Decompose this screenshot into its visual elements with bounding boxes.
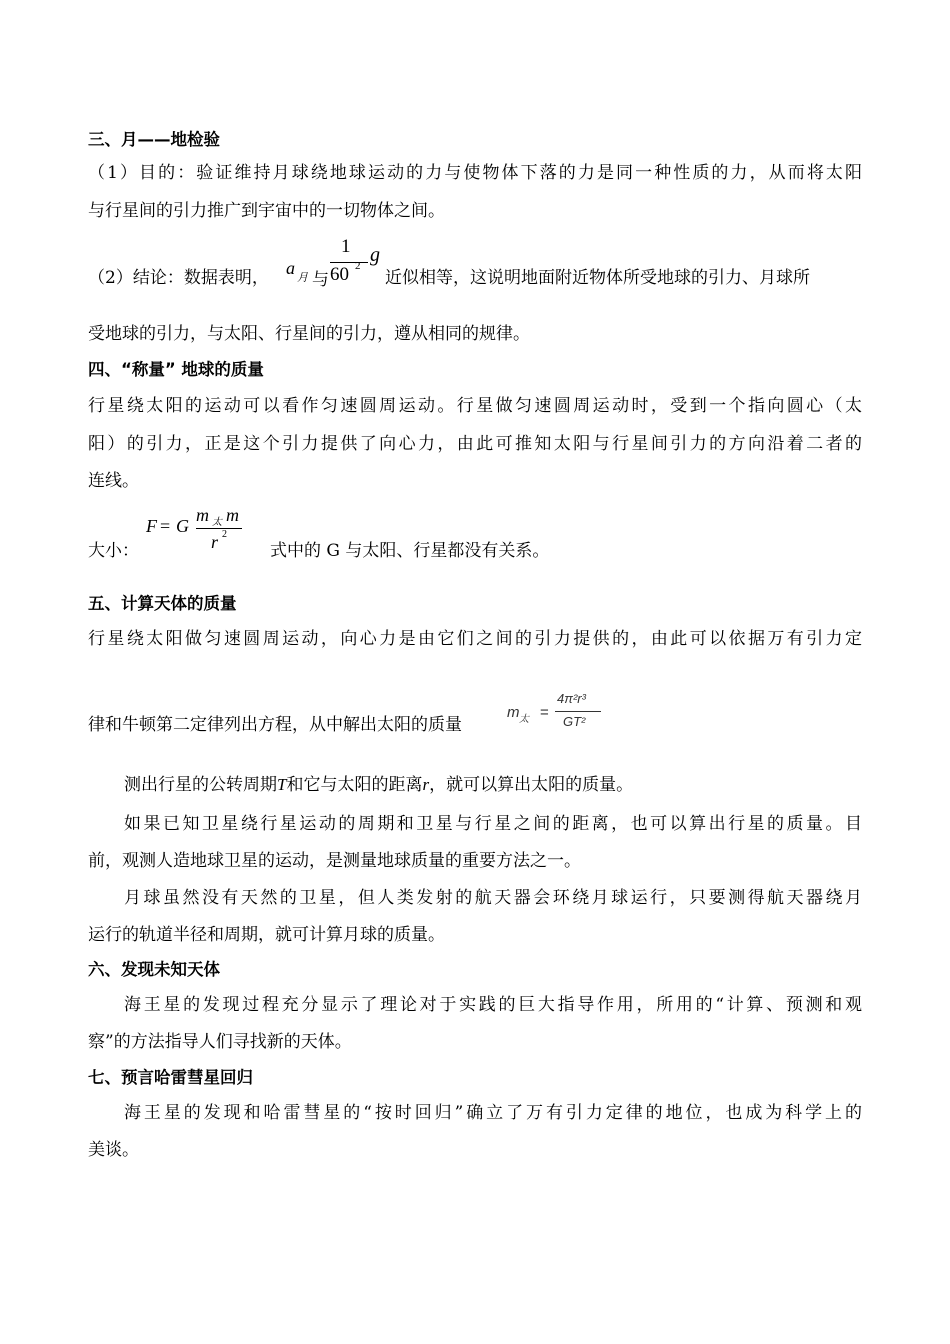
section-3-conclusion-suffix: 近似相等，这说明地面附近物体所受地球的引力、月球所 (385, 268, 810, 288)
section-4-text-line-1: 行星绕太阳的运动可以看作匀速圆周运动。行星做匀速圆周运动时，受到一个指向圆心（太 (88, 396, 862, 416)
formula-subscript-sun: 太 (519, 714, 529, 725)
symbol-r: r (422, 775, 430, 794)
formula-m-planet: m (226, 505, 239, 525)
formula-g: g (370, 244, 380, 266)
formula-equals: = (540, 704, 549, 721)
section-5-text-line-1: 行星绕太阳做匀速圆周运动，向心力是由它们之间的引力提供的，由此可以依据万有引力定 (88, 629, 862, 649)
formula-m-sun: m (196, 505, 209, 525)
section-4-text-line-3: 连线。 (88, 471, 139, 491)
size-note: 式中的 G 与太阳、行星都没有关系。 (270, 541, 550, 561)
section-5-satellite-line-2: 前，观测人造地球卫星的运动，是测量地球质量的重要方法之一。 (88, 851, 581, 871)
period-text-c: ，就可以算出太阳的质量。 (429, 775, 634, 795)
section-6-text-line-1: 海王星的发现过程充分显示了理论对于实践的巨大指导作用，所用的“计算、预测和观 (124, 995, 862, 1015)
formula-numerator: 1 (341, 236, 351, 257)
section-3-conclusion-prefix: （2）结论：数据表明， (88, 268, 269, 288)
section-5-period-sentence (124, 773, 633, 797)
formula-numerator: 4π²r³ (557, 691, 586, 706)
period-text-a: 测出行星的公转周期 (124, 775, 277, 795)
formula-denominator-exponent: 2 (355, 260, 361, 272)
formula-fraction-bar (330, 262, 368, 263)
section-5-text-line-2: 律和牛顿第二定律列出方程，从中解出太阳的质量 (88, 715, 462, 735)
period-text-b: 和它与太阳的距离 (286, 775, 423, 795)
section-5-satellite-line-1: 如果已知卫星绕行星运动的周期和卫星与行星之间的距离，也可以算出行星的质量。目 (124, 814, 862, 834)
formula-and: 与 (312, 270, 329, 289)
section-3-conclusion-line-2: 受地球的引力，与太阳、行星间的引力，遵从相同的规律。 (88, 324, 530, 344)
formula-subscript-moon: 月 (297, 272, 308, 284)
formula-equals: = (160, 516, 171, 536)
section-3-purpose-line-1: （1）目的：验证维持月球绕地球运动的力与使物体下落的力是同一种性质的力，从而将太阳 (88, 163, 862, 183)
formula-r: r (211, 532, 219, 552)
section-7-text-line-2: 美谈。 (88, 1140, 139, 1160)
formula-fraction-bar (196, 528, 242, 529)
formula-G: G (176, 516, 189, 536)
section-4-title: 四、“称量” 地球的质量 (88, 360, 264, 379)
formula-denominator: GT² (563, 714, 586, 729)
symbol-T: T (277, 775, 287, 794)
formula-r-exponent: 2 (222, 529, 227, 540)
section-4-text-line-2: 阳）的引力，正是这个引力提供了向心力，由此可推知太阳与行星间引力的方向沿着二者的 (88, 434, 862, 454)
formula-subscript-sun: 太 (212, 517, 222, 528)
section-5-moon-line-1: 月球虽然没有天然的卫星，但人类发射的航天器会环绕月球运行，只要测得航天器绕月 (124, 888, 862, 908)
section-5-moon-line-2: 运行的轨道半径和周期，就可计算月球的质量。 (88, 925, 445, 945)
formula-denominator-base: 60 (330, 264, 349, 285)
section-6-text-line-2: 察”的方法指导人们寻找新的天体。 (88, 1032, 352, 1052)
section-3-title: 三、月——地检验 (88, 130, 220, 149)
formula-F: F (146, 516, 157, 536)
formula-m: m (507, 704, 520, 721)
formula-fraction-bar (555, 711, 601, 712)
section-5-title: 五、计算天体的质量 (88, 594, 237, 613)
section-7-title: 七、预言哈雷彗星回归 (88, 1068, 253, 1087)
section-3-purpose-line-2: 与行星间的引力推广到宇宙中的一切物体之间。 (88, 201, 445, 221)
section-7-text-line-1: 海王星的发现和哈雷彗星的“按时回归”确立了万有引力定律的地位，也成为科学上的 (124, 1103, 862, 1123)
size-label: 大小： (88, 541, 139, 561)
section-6-title: 六、发现未知天体 (88, 960, 220, 979)
formula-a: a (286, 258, 295, 278)
